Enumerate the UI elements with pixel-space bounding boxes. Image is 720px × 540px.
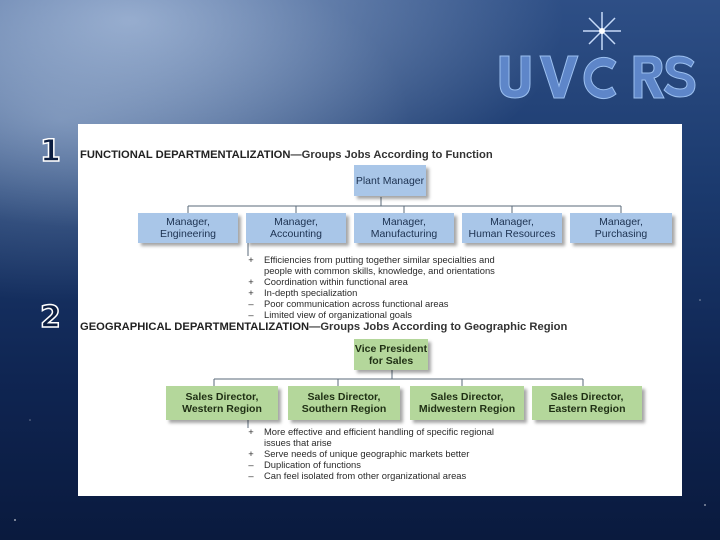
vice-president-box <box>354 339 428 370</box>
geographical-point-1-line1: More effective and efficient handling of specific regional <box>264 426 495 437</box>
functional-point-1-line1: Efficiencies from putting together similar specialties and <box>264 254 495 265</box>
functional-point-5-sign: – <box>248 309 254 320</box>
functional-point-3-line1: In-depth specialization <box>264 287 358 298</box>
sales-director-western-box <box>166 386 278 420</box>
sales-director-midwestern-line1: Sales Director, <box>430 391 504 403</box>
manager-engineering-line1: Manager, <box>166 216 210 228</box>
functional-point-1-line2: people with common skills, knowledge, and orientations <box>264 265 495 276</box>
functional-point-4-line1: Poor communication across functional areas <box>264 298 449 309</box>
geographical-point-2-sign: + <box>248 448 254 459</box>
geographical-title-bold: GEOGRAPHICAL DEPARTMENTALIZATION <box>80 321 310 333</box>
sales-director-eastern-line2: Eastern Region <box>548 403 626 415</box>
manager-purchasing-line1: Manager, <box>599 216 643 228</box>
sales-director-midwestern-box <box>410 386 524 420</box>
functional-title-rest: —Groups Jobs According to Function <box>290 149 493 161</box>
sales-director-western-line2: Western Region <box>182 403 262 415</box>
manager-manufacturing-line2: Manufacturing <box>370 228 438 240</box>
manager-human-resources-box <box>462 213 562 243</box>
functional-point-2-line1: Coordination within functional area <box>264 276 408 287</box>
manager-purchasing-box <box>570 213 672 243</box>
sales-director-southern-box <box>288 386 400 420</box>
slide-number-1: 1 <box>40 134 61 169</box>
geographical-title <box>80 321 567 333</box>
manager-human-resources-line2: Human Resources <box>468 228 556 240</box>
functional-point-5-line1: Limited view of organizational goals <box>264 309 412 320</box>
manager-engineering-box <box>138 213 238 243</box>
sales-director-eastern-box <box>532 386 642 420</box>
vice-president-line1: Vice President <box>354 342 428 355</box>
manager-human-resources-line1: Manager, <box>490 216 534 228</box>
uvcrs-logo <box>494 10 720 110</box>
manager-manufacturing-box <box>354 213 454 243</box>
plant-manager-label: Plant Manager <box>355 174 425 187</box>
functional-point-3-sign: + <box>248 287 254 298</box>
vice-president-line2: for Sales <box>368 354 414 367</box>
org-chart-panel <box>78 124 682 496</box>
manager-manufacturing-line1: Manager, <box>382 216 426 228</box>
plant-manager-box <box>354 165 426 196</box>
geographical-title-rest: —Groups Jobs According to Geographic Region <box>309 321 568 333</box>
geographical-point-4-line1: Can feel isolated from other organizational areas <box>264 470 467 481</box>
manager-engineering-line2: Engineering <box>159 228 217 240</box>
geographical-point-2-line1: Serve needs of unique geographic markets better <box>264 448 470 459</box>
sales-director-southern-line1: Sales Director, <box>307 391 381 403</box>
sales-director-western-line1: Sales Director, <box>185 391 259 403</box>
geographical-point-4-sign: – <box>248 470 254 481</box>
sales-director-midwestern-line2: Midwestern Region <box>418 403 516 415</box>
functional-title-bold: FUNCTIONAL DEPARTMENTALIZATION <box>80 149 291 161</box>
geographical-point-3-sign: – <box>248 459 254 470</box>
sales-director-southern-line2: Southern Region <box>301 403 387 415</box>
geographical-point-1-sign: + <box>248 426 254 437</box>
slide-number-2: 2 <box>40 300 61 335</box>
geographical-point-1-line2: issues that arise <box>264 437 332 448</box>
geographical-point-3-line1: Duplication of functions <box>264 459 361 470</box>
functional-point-2-sign: + <box>248 276 254 287</box>
manager-purchasing-line2: Purchasing <box>594 228 648 240</box>
manager-accounting-box <box>246 213 346 243</box>
manager-accounting-line2: Accounting <box>270 228 322 240</box>
sales-director-eastern-line1: Sales Director, <box>550 391 624 403</box>
functional-title <box>80 149 493 161</box>
manager-accounting-line1: Manager, <box>274 216 318 228</box>
functional-point-1-sign: + <box>248 254 254 265</box>
functional-point-4-sign: – <box>248 298 254 309</box>
